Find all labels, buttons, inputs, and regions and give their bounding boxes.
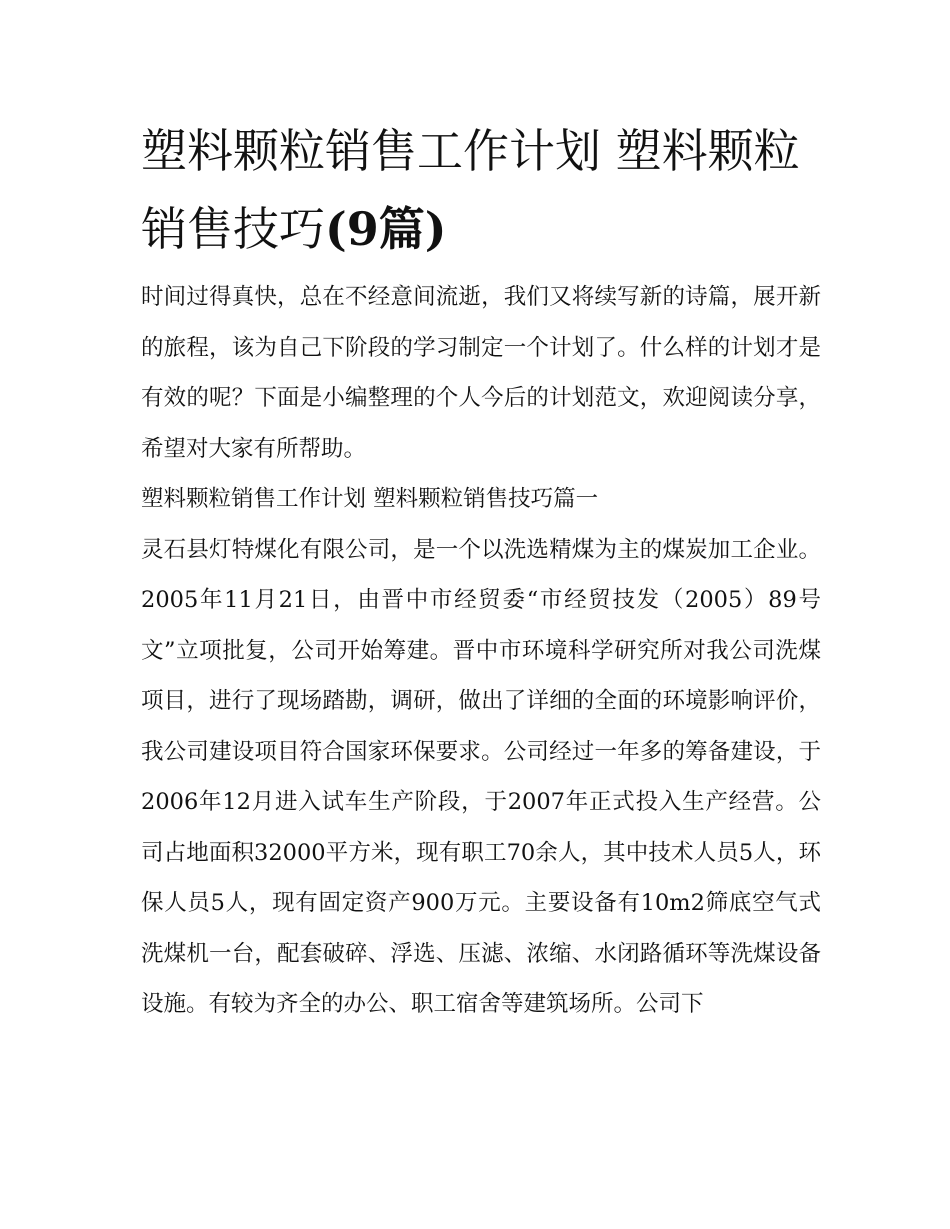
document-title [141, 112, 821, 268]
title-suffix: (9篇) [325, 202, 447, 256]
document-body [141, 272, 821, 1030]
section-heading: 塑料颗粒销售工作计划 塑料颗粒销售技巧篇一 [141, 486, 599, 512]
section-paragraph: 灵石县灯特煤化有限公司，是一个以洗选精煤为主的煤炭加工企业。2005年11月21日，由晋中市经贸委“市经贸技发（2005）89号文”立项批复，公司开始筹建。晋中市环境科学研究所对我公司洗煤项目，进行了现场踏勘，调研，做出了详细的全面的环境影响评价，我公司建设项目符合国家环保要求。公司经过一年多的筹备建设，于2006年12月进入试车生产阶段，于2007年正式投入生产经营。公司占地面积32000平方米，现有职工70余人，其中技术人员5人，环保人员5人，现有固定资产900万元。主要设备有10m2筛底空气式洗煤机一台，配套破碎、浮选、压滤、浓缩、水闭路循环等洗煤设备设施。有较为齐全的办公、职工宿舍等建筑场所。公司下 [141, 536, 821, 1017]
intro-paragraph: 时间过得真快，总在不经意间流逝，我们又将续写新的诗篇，展开新的旅程，该为自己下阶段的学习制定一个计划了。什么样的计划才是有效的呢？下面是小编整理的个人今后的计划范文，欢迎阅读分享，希望对大家有所帮助。 [141, 284, 821, 462]
title-main: 塑料颗粒销售工作计划 塑料颗粒销售技巧 [141, 124, 800, 256]
